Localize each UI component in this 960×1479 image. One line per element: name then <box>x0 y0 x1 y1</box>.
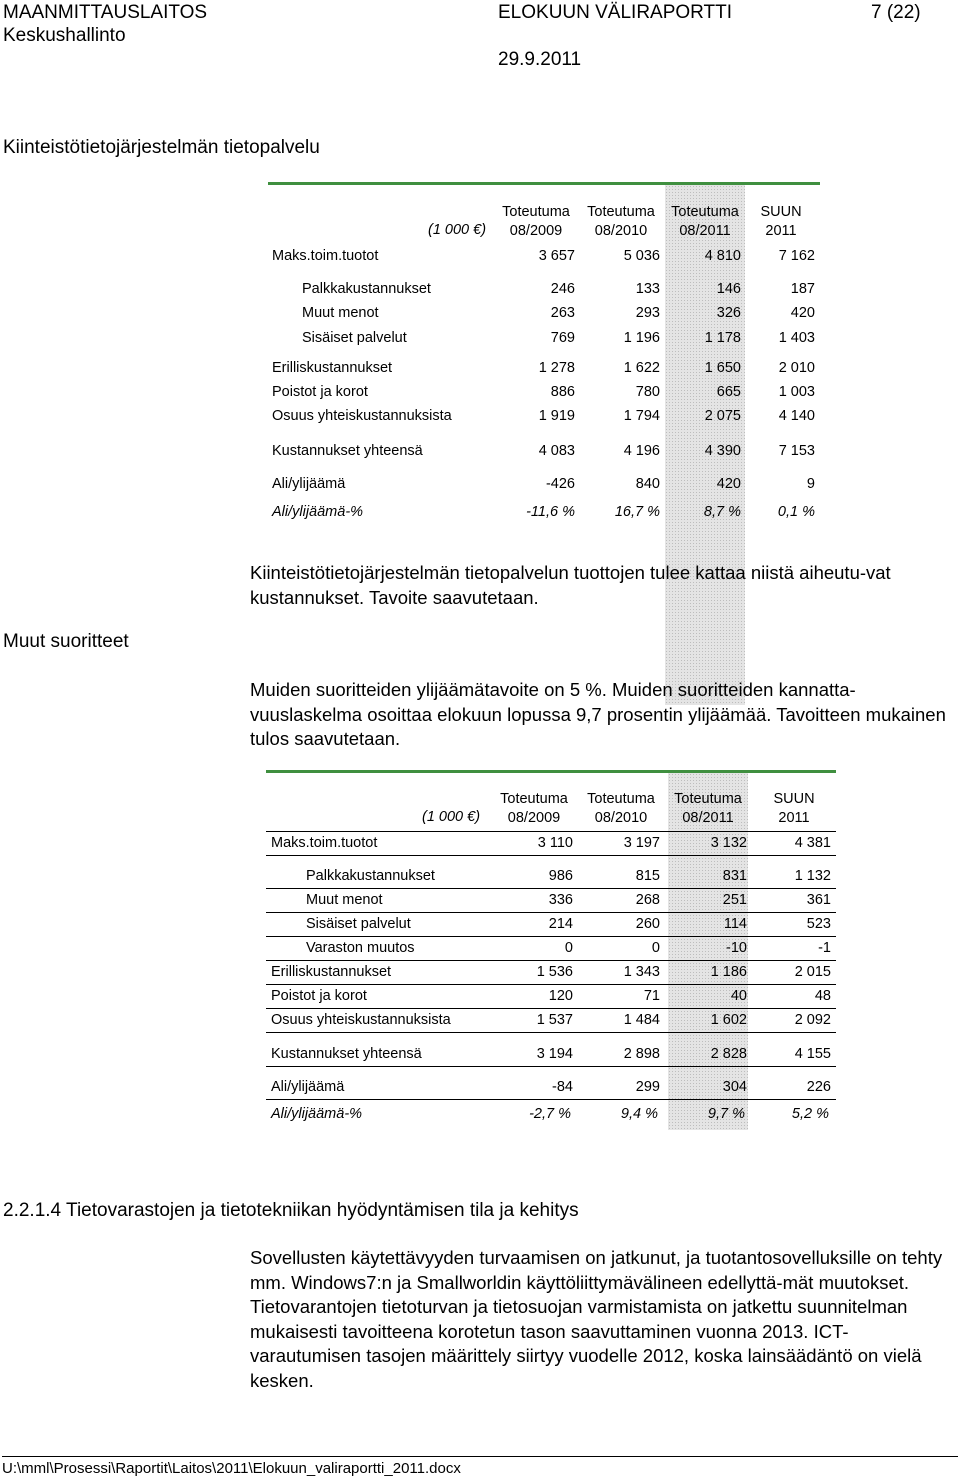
cell-value: 5,2 % <box>791 1106 829 1122</box>
column-header <box>667 790 749 828</box>
cell-value: 0,1 % <box>777 504 815 520</box>
row-label: Maks.toim.tuotot <box>271 835 378 851</box>
column-header-line1: Toteutuma <box>500 791 568 807</box>
cell-value: -11,6 % <box>526 504 575 520</box>
table-row <box>0 474 960 494</box>
column-header <box>753 790 835 828</box>
cell-value: 71 <box>643 988 660 1004</box>
cell-value: -10 <box>726 940 747 956</box>
cell-value: 4 390 <box>704 443 741 459</box>
column-header <box>493 790 575 828</box>
cell-value: 1 919 <box>538 408 575 424</box>
cell-value: 146 <box>716 281 741 297</box>
cell-value: 299 <box>635 1079 660 1095</box>
row-label: Ali/ylijäämä <box>271 1079 345 1095</box>
cell-value: 2 898 <box>623 1046 660 1062</box>
table-row <box>0 1010 960 1030</box>
section-text: Sovellusten käytettävyyden turvaamisen on jatkunut, ja tuotantosovelluksille on tehty mm. Windows7:n ja Smallworldin käyttöliittymävälineen edellyttä-mät muutokset. Tietovarantojen tietoturvan ja tietosuojan varmistamista on jatkettu suunnitelman mukaisesti tavoitteena korotetun tason saavuttaminen vuonna 2013. ICT-varautumisen tasojen määrittely siirtyy vuodelle 2012, koska lainsäädäntö on vielä kesken. <box>250 1247 943 1391</box>
column-header-line2: 08/2011 <box>679 223 731 239</box>
row-separator <box>266 855 836 856</box>
row-separator <box>266 1008 836 1009</box>
column-header <box>580 790 662 828</box>
column-header-line2: 08/2009 <box>507 810 561 826</box>
report-title: ELOKUUN VÄLIRAPORTTI <box>498 2 733 23</box>
cell-value: 0 <box>651 940 660 956</box>
cell-value: 3 194 <box>536 1046 573 1062</box>
cell-value: 1 186 <box>710 964 747 980</box>
cell-value: 260 <box>635 916 660 932</box>
cell-value: 886 <box>550 384 575 400</box>
cell-value: 420 <box>790 305 815 321</box>
row-label: Kustannukset yhteensä <box>272 443 423 459</box>
cell-value: 1 602 <box>710 1012 747 1028</box>
cell-value: 16,7 % <box>614 504 660 520</box>
cell-value: 1 278 <box>538 360 575 376</box>
cell-value: 187 <box>790 281 815 297</box>
table-row <box>0 358 960 378</box>
footer-rule <box>2 1456 958 1457</box>
row-separator <box>266 1032 836 1033</box>
cell-value: 1 650 <box>704 360 741 376</box>
table-row <box>0 328 960 348</box>
cell-value: 40 <box>730 988 747 1004</box>
cell-value: 3 132 <box>710 835 747 851</box>
table-row <box>0 1104 960 1124</box>
row-separator <box>266 960 836 961</box>
cell-value: 1 132 <box>794 868 831 884</box>
cell-value: 1 484 <box>623 1012 660 1028</box>
cell-value: -426 <box>545 476 575 492</box>
unit-label: (1 000 €) <box>428 222 487 238</box>
table-row <box>0 279 960 299</box>
financial-table-muut <box>0 770 960 1130</box>
row-label: Ali/ylijäämä-% <box>272 504 364 520</box>
column-header <box>582 203 660 241</box>
table-row <box>0 441 960 461</box>
section-text: Muiden suoritteiden ylijäämätavoite on 5 %. Muiden suoritteiden kannatta-vuuslaskelma osoittaa elokuun lopussa 9,7 prosentin ylijäämää. Tavoitteen mukainen tulos saavutetaan. <box>250 679 946 749</box>
cell-value: 9,7 % <box>707 1106 745 1122</box>
cell-value: 48 <box>814 988 831 1004</box>
cell-value: 1 403 <box>778 330 815 346</box>
cell-value: 133 <box>635 281 660 297</box>
section-title-muut: Muut suoritteet <box>3 631 129 652</box>
page-number: 7 (22) <box>871 2 921 23</box>
section-title-kiinteisto: Kiinteistötietojärjestelmän tietopalvelu <box>3 137 320 158</box>
cell-value: 246 <box>550 281 575 297</box>
cell-value: 0 <box>564 940 573 956</box>
table-row <box>0 962 960 982</box>
column-header-line1: Toteutuma <box>587 204 655 220</box>
column-header-line1: SUUN <box>773 791 815 807</box>
section-note: Kiinteistötietojärjestelmän tietopalvelun tuottojen tulee kattaa niistä aiheutu-vat kustannukset. Tavoite saavutetaan. <box>250 562 891 608</box>
cell-value: 214 <box>548 916 573 932</box>
row-label: Osuus yhteiskustannuksista <box>272 408 452 424</box>
cell-value: 8,7 % <box>703 504 741 520</box>
cell-value: 1 178 <box>704 330 741 346</box>
cell-value: 4 140 <box>778 408 815 424</box>
column-header-line1: Toteutuma <box>671 204 739 220</box>
cell-value: 780 <box>635 384 660 400</box>
table-row <box>0 1044 960 1064</box>
cell-value: -2,7 % <box>529 1106 571 1122</box>
column-header <box>665 203 745 241</box>
row-label: Sisäiset palvelut <box>302 330 407 346</box>
cell-value: 1 196 <box>623 330 660 346</box>
cell-value: 665 <box>716 384 741 400</box>
cell-value: 1 794 <box>623 408 660 424</box>
cell-value: 263 <box>550 305 575 321</box>
row-separator <box>266 912 836 913</box>
row-label: Poistot ja korot <box>272 384 368 400</box>
column-header-line2: 08/2010 <box>594 810 648 826</box>
financial-table-kiinteisto <box>0 182 960 527</box>
table-row <box>0 382 960 402</box>
cell-value: 114 <box>723 916 747 932</box>
table-row <box>0 833 960 853</box>
unit-label: (1 000 €) <box>422 809 481 825</box>
table-row <box>0 1077 960 1097</box>
cell-value: 4 083 <box>538 443 575 459</box>
cell-value: 304 <box>722 1079 747 1095</box>
table-row <box>0 246 960 266</box>
header-underline <box>266 831 836 832</box>
table-row <box>0 303 960 323</box>
row-label: Muut menot <box>306 892 383 908</box>
cell-value: -1 <box>818 940 831 956</box>
unit-name: Keskushallinto <box>3 25 126 46</box>
row-label: Ali/ylijäämä <box>272 476 346 492</box>
cell-value: 2 092 <box>794 1012 831 1028</box>
cell-value: 1 343 <box>623 964 660 980</box>
row-separator <box>266 936 836 937</box>
cell-value: 4 196 <box>623 443 660 459</box>
column-header-line1: Toteutuma <box>674 791 742 807</box>
cell-value: 251 <box>722 892 747 908</box>
cell-value: 4 810 <box>704 248 741 264</box>
cell-value: 2 010 <box>778 360 815 376</box>
cell-value: 336 <box>548 892 573 908</box>
cell-value: 4 155 <box>794 1046 831 1062</box>
row-separator <box>266 888 836 889</box>
cell-value: 815 <box>635 868 660 884</box>
column-header-line2: 2011 <box>765 223 797 239</box>
column-header <box>740 203 822 241</box>
cell-value: 361 <box>806 892 831 908</box>
cell-value: 523 <box>806 916 831 932</box>
table-row <box>0 938 960 958</box>
cell-value: 9,4 % <box>620 1106 658 1122</box>
cell-value: 1 537 <box>536 1012 573 1028</box>
cell-value: 293 <box>635 305 660 321</box>
row-separator <box>266 1066 836 1067</box>
column-header-line2: 08/2010 <box>594 223 648 239</box>
table-row <box>0 502 960 522</box>
row-label: Erilliskustannukset <box>272 360 393 376</box>
row-label: Osuus yhteiskustannuksista <box>271 1012 451 1028</box>
cell-value: 3 197 <box>623 835 660 851</box>
cell-value: 2 828 <box>710 1046 747 1062</box>
cell-value: 7 162 <box>778 248 815 264</box>
table-row <box>0 406 960 426</box>
cell-value: 5 036 <box>623 248 660 264</box>
row-separator <box>266 984 836 985</box>
cell-value: 268 <box>635 892 660 908</box>
table-row <box>0 914 960 934</box>
row-label: Palkkakustannukset <box>306 868 435 884</box>
row-label: Palkkakustannukset <box>302 281 431 297</box>
row-label: Varaston muutos <box>306 940 415 956</box>
cell-value: 840 <box>635 476 660 492</box>
cell-value: 7 153 <box>778 443 815 459</box>
cell-value: 326 <box>716 305 741 321</box>
table-row <box>0 986 960 1006</box>
cell-value: 2 075 <box>704 408 741 424</box>
cell-value: 226 <box>806 1079 831 1095</box>
table-top-rule <box>266 770 836 773</box>
cell-value: -84 <box>552 1079 573 1095</box>
cell-value: 420 <box>716 476 741 492</box>
cell-value: 831 <box>722 868 747 884</box>
row-label: Ali/ylijäämä-% <box>271 1106 363 1122</box>
row-label: Kustannukset yhteensä <box>271 1046 422 1062</box>
column-header-line2: 08/2011 <box>682 810 734 826</box>
row-label: Sisäiset palvelut <box>306 916 411 932</box>
row-label: Poistot ja korot <box>271 988 367 1004</box>
report-date: 29.9.2011 <box>498 49 582 70</box>
cell-value: 3 657 <box>538 248 575 264</box>
column-header-line2: 08/2009 <box>509 223 563 239</box>
column-header-line2: 2011 <box>778 810 810 826</box>
cell-value: 9 <box>806 476 815 492</box>
cell-value: 4 381 <box>794 835 831 851</box>
cell-value: 986 <box>548 868 573 884</box>
cell-value: 1 622 <box>623 360 660 376</box>
cell-value: 2 015 <box>794 964 831 980</box>
column-header-line1: Toteutuma <box>502 204 570 220</box>
table-row <box>0 866 960 886</box>
cell-value: 1 536 <box>536 964 573 980</box>
section-title-tietovarastot: 2.2.1.4 Tietovarastojen ja tietotekniikan hyödyntämisen tila ja kehitys <box>3 1200 579 1221</box>
column-header-line1: Toteutuma <box>587 791 655 807</box>
row-label: Maks.toim.tuotot <box>272 248 379 264</box>
cell-value: 769 <box>550 330 575 346</box>
table-row <box>0 890 960 910</box>
row-separator <box>266 1099 836 1100</box>
cell-value: 1 003 <box>778 384 815 400</box>
column-header-line1: SUUN <box>760 204 802 220</box>
cell-value: 3 110 <box>537 835 573 851</box>
row-label: Erilliskustannukset <box>271 964 392 980</box>
cell-value: 120 <box>548 988 573 1004</box>
column-header <box>497 203 575 241</box>
org-name: MAANMITTAUSLAITOS <box>3 2 208 23</box>
footer-file-path: U:\mml\Prosessi\Raportit\Laitos\2011\Elokuun_valiraportti_2011.docx <box>2 1460 461 1477</box>
row-label: Muut menot <box>302 305 379 321</box>
